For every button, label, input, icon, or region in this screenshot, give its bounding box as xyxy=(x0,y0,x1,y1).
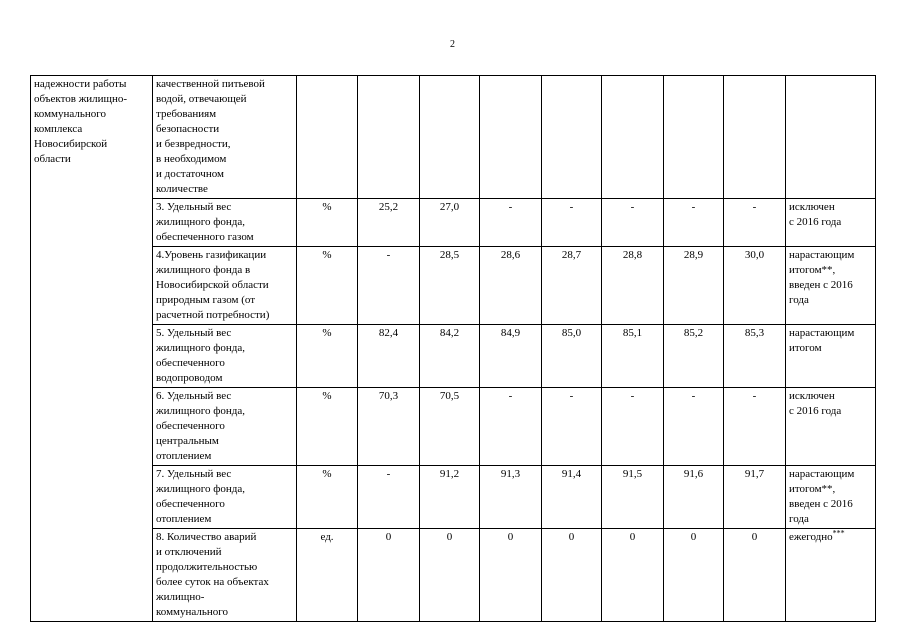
value-cell xyxy=(724,76,786,199)
value-cell: 28,7 xyxy=(542,247,602,325)
value-cell: 85,3 xyxy=(724,325,786,388)
value-cell: 0 xyxy=(358,529,420,622)
indicator-cell: 7. Удельный вес жилищного фонда, обеспеченного отоплением xyxy=(153,466,297,529)
value-cell: 25,2 xyxy=(358,199,420,247)
note-cell xyxy=(786,76,876,199)
value-cell xyxy=(420,76,480,199)
indicator-cell: 4.Уровень газификации жилищного фонда в Новосибирской области природным газом (от расчетной потребности) xyxy=(153,247,297,325)
indicator-cell: 5. Удельный вес жилищного фонда, обеспеченного водопроводом xyxy=(153,325,297,388)
indicator-cell: 6. Удельный вес жилищного фонда, обеспеченного центральным отоплением xyxy=(153,388,297,466)
page-number: 2 xyxy=(450,39,455,50)
note-cell: нарастающим итогом**, введен с 2016 года xyxy=(786,466,876,529)
value-cell: 82,4 xyxy=(358,325,420,388)
note-cell: нарастающим итогом xyxy=(786,325,876,388)
value-cell: 0 xyxy=(542,529,602,622)
unit-cell: % xyxy=(297,247,358,325)
table-row xyxy=(31,529,876,622)
table-row xyxy=(31,388,876,466)
value-cell xyxy=(480,76,542,199)
value-cell xyxy=(602,76,664,199)
value-cell: - xyxy=(480,388,542,466)
value-cell: 70,3 xyxy=(358,388,420,466)
value-cell: - xyxy=(542,388,602,466)
indicator-cell: качественной питьевой водой, отвечающей требованиям безопасности и безвредности, в необходимом и достаточном количестве xyxy=(153,76,297,199)
value-cell: 0 xyxy=(724,529,786,622)
value-cell: 70,5 xyxy=(420,388,480,466)
note-text: ежегодно xyxy=(789,531,833,543)
indicators-table xyxy=(30,75,876,622)
value-cell: 91,3 xyxy=(480,466,542,529)
table-row xyxy=(31,325,876,388)
value-cell: 0 xyxy=(602,529,664,622)
value-cell: - xyxy=(358,466,420,529)
value-cell: 27,0 xyxy=(420,199,480,247)
value-cell: 91,4 xyxy=(542,466,602,529)
value-cell: 28,8 xyxy=(602,247,664,325)
table-row xyxy=(31,76,876,199)
indicator-cell: 3. Удельный вес жилищного фонда, обеспеченного газом xyxy=(153,199,297,247)
value-cell: 91,7 xyxy=(724,466,786,529)
value-cell: 91,2 xyxy=(420,466,480,529)
value-cell xyxy=(358,76,420,199)
value-cell: 28,9 xyxy=(664,247,724,325)
unit-cell xyxy=(297,76,358,199)
note-cell: нарастающим итогом**, введен с 2016 года xyxy=(786,247,876,325)
value-cell: - xyxy=(602,199,664,247)
value-cell xyxy=(664,76,724,199)
table-row xyxy=(31,466,876,529)
value-cell: 84,9 xyxy=(480,325,542,388)
value-cell: 85,2 xyxy=(664,325,724,388)
value-cell: - xyxy=(602,388,664,466)
value-cell: 91,5 xyxy=(602,466,664,529)
value-cell: 84,2 xyxy=(420,325,480,388)
value-cell: - xyxy=(664,388,724,466)
value-cell: - xyxy=(542,199,602,247)
value-cell: 85,0 xyxy=(542,325,602,388)
value-cell: 28,6 xyxy=(480,247,542,325)
footnote-mark: *** xyxy=(832,528,845,538)
value-cell: 30,0 xyxy=(724,247,786,325)
unit-cell: % xyxy=(297,199,358,247)
unit-cell: % xyxy=(297,466,358,529)
value-cell: - xyxy=(724,388,786,466)
value-cell: 91,6 xyxy=(664,466,724,529)
unit-cell: ед. xyxy=(297,529,358,622)
value-cell: 0 xyxy=(420,529,480,622)
unit-cell: % xyxy=(297,325,358,388)
table-row xyxy=(31,247,876,325)
value-cell: 28,5 xyxy=(420,247,480,325)
note-cell: исключен с 2016 года xyxy=(786,388,876,466)
value-cell: - xyxy=(664,199,724,247)
value-cell xyxy=(542,76,602,199)
value-cell: - xyxy=(358,247,420,325)
indicator-cell: 8. Количество аварий и отключений продолжительностью более суток на объектах жилищно- коммунального xyxy=(153,529,297,622)
unit-cell: % xyxy=(297,388,358,466)
note-cell: исключен с 2016 года xyxy=(786,199,876,247)
value-cell: - xyxy=(480,199,542,247)
value-cell: 85,1 xyxy=(602,325,664,388)
note-cell xyxy=(786,529,876,622)
goal-cell: надежности работы объектов жилищно- коммунального комплекса Новосибирской области xyxy=(31,76,153,622)
table-row xyxy=(31,199,876,247)
value-cell: 0 xyxy=(664,529,724,622)
value-cell: 0 xyxy=(480,529,542,622)
value-cell: - xyxy=(724,199,786,247)
